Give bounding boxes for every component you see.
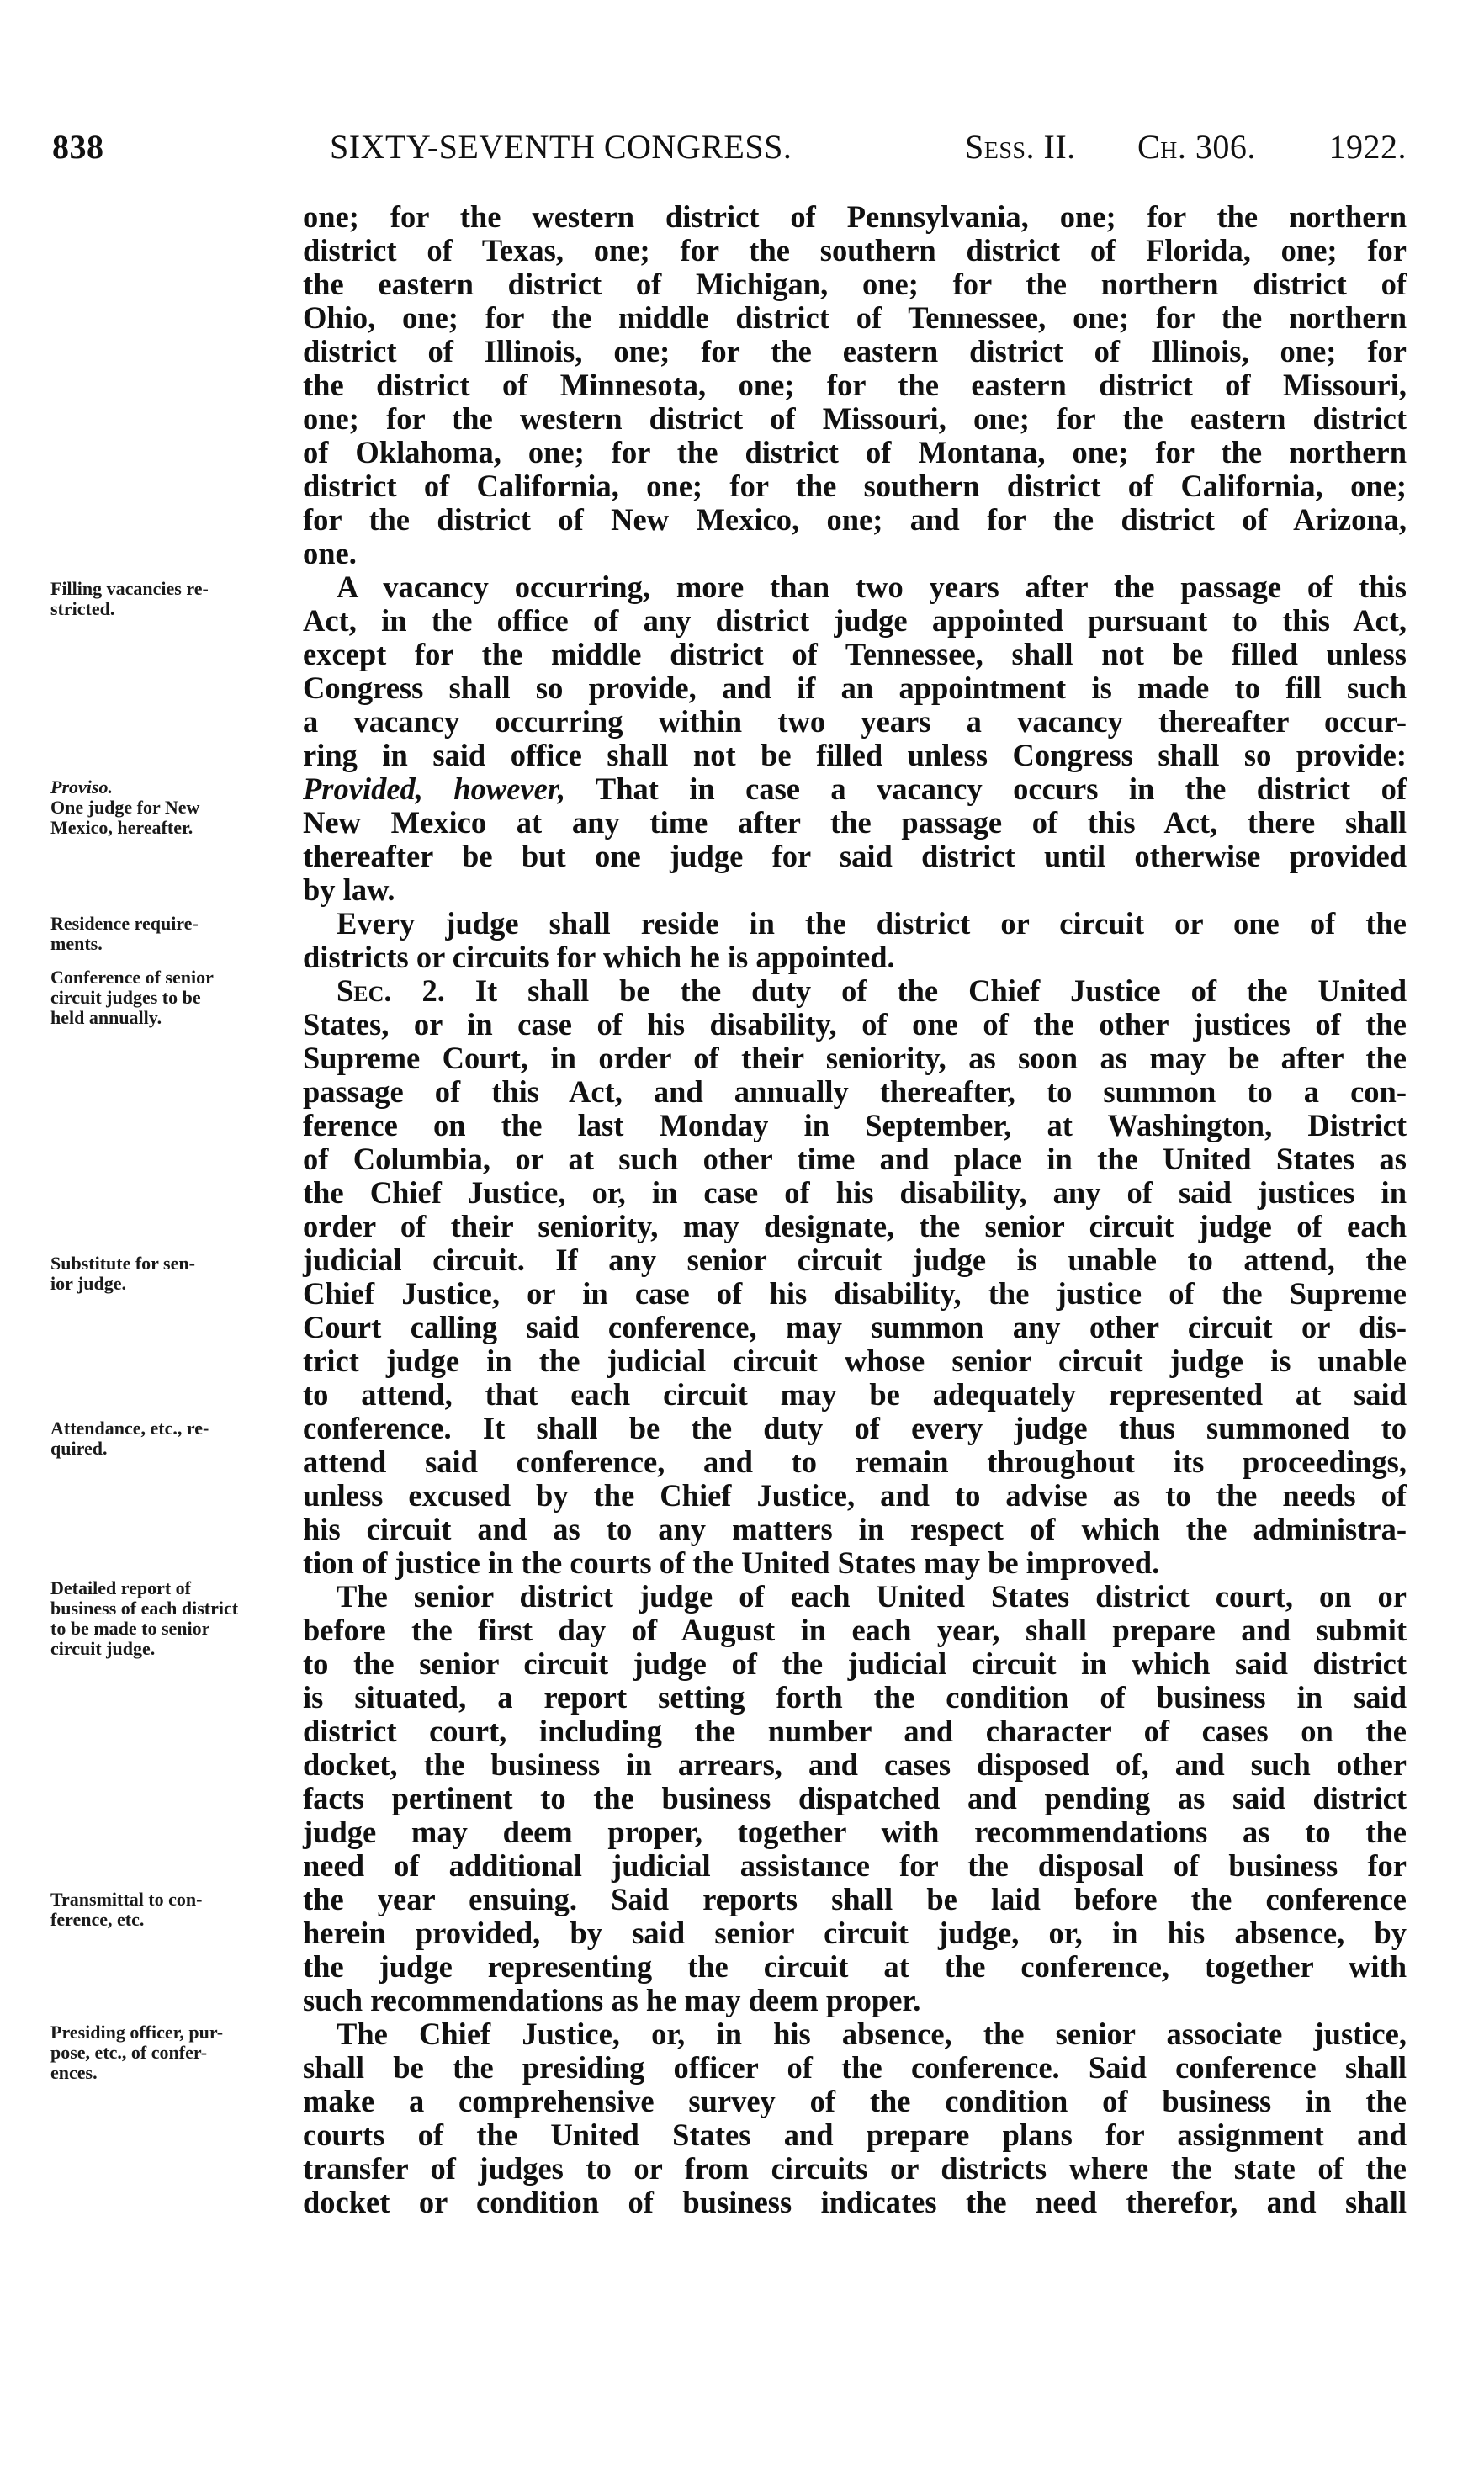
text-line: Ohio, one; for the middle district of Tennessee, one; for the northern: [303, 300, 1407, 335]
text-line: is situated, a report setting forth the condition of business in said: [303, 1680, 1407, 1715]
text-line: one; for the western district of Pennsylvania, one; for the northern: [303, 199, 1407, 234]
text-line: for the district of New Mexico, one; and for the district of Arizona,: [303, 502, 1407, 537]
margin-note-filling-vacancies: Filling vacancies re- stricted.: [50, 578, 209, 619]
text-line: by law.: [303, 872, 395, 907]
session-label: Sess. II.: [965, 128, 1076, 166]
text-line: before the first day of August in each year, shall prepare and submit: [303, 1613, 1407, 1647]
text-line: Supreme Court, in order of their seniority, as soon as may be after the: [303, 1041, 1407, 1075]
text-line: docket, the business in arrears, and cases disposed of, and such other: [303, 1747, 1407, 1782]
text-line: thereafter be but one judge for said district until otherwise provided: [303, 839, 1407, 873]
text-line: facts pertinent to the business dispatched and pending as said district: [303, 1781, 1407, 1815]
text-line: need of additional judicial assistance for the disposal of business for: [303, 1848, 1407, 1883]
text-line: the year ensuing. Said reports shall be laid before the conference: [303, 1882, 1407, 1916]
text-line: to the senior circuit judge of the judicial circuit in which said district: [303, 1646, 1407, 1681]
year-label: 1922.: [1328, 128, 1407, 166]
text-line: Sec. 2. It shall be the duty of the Chief Justice of the United: [337, 973, 1407, 1008]
text-line: The senior district judge of each United States district court, on or: [337, 1579, 1407, 1614]
text-line: district of Texas, one; for the southern district of Florida, one; for: [303, 233, 1407, 268]
text-line: his circuit and as to any matters in respect of which the administra-: [303, 1512, 1407, 1546]
margin-note-presiding: Presiding officer, pur- pose, etc., of confer- ences.: [50, 2022, 224, 2083]
text-line: herein provided, by said senior circuit judge, or, in his absence, by: [303, 1916, 1407, 1950]
text-line: district court, including the number and character of cases on the: [303, 1714, 1407, 1748]
text-line: of Columbia, or at such other time and place in the United States as: [303, 1142, 1407, 1176]
margin-note-proviso: Proviso. One judge for New Mexico, hereafter.: [50, 777, 200, 838]
text-line: of Oklahoma, one; for the district of Montana, one; for the northern: [303, 435, 1407, 469]
text-line: order of their seniority, may designate, the senior circuit judge of each: [303, 1209, 1407, 1243]
text-line: shall be the presiding officer of the conference. Said conference shall: [303, 2050, 1407, 2085]
text-line: such recommendations as he may deem proper.: [303, 1983, 921, 2017]
text-line: tion of justice in the courts of the United States may be improved.: [303, 1545, 1160, 1580]
text-line: except for the middle district of Tennessee, shall not be filled unless: [303, 637, 1407, 671]
chapter-label: Ch. 306.: [1137, 128, 1256, 166]
text-line: A vacancy occurring, more than two years after the passage of this: [337, 570, 1407, 604]
text-line: Chief Justice, or in case of his disability, the justice of the Supreme: [303, 1276, 1407, 1311]
text-line: trict judge in the judicial circuit whose senior circuit judge is unable: [303, 1344, 1407, 1378]
text-line: ring in said office shall not be filled unless Congress shall so provide:: [303, 738, 1407, 772]
margin-note-conference: Conference of senior circuit judges to be held annually.: [50, 967, 214, 1028]
text-line: attend said conference, and to remain throughout its proceedings,: [303, 1444, 1407, 1479]
text-line: one.: [303, 536, 357, 570]
text-line: the eastern district of Michigan, one; for the northern district of: [303, 267, 1407, 301]
margin-note-residence: Residence require- ments.: [50, 913, 199, 954]
page-header: [52, 126, 1407, 168]
text-line: district of California, one; for the southern district of California, one;: [303, 469, 1407, 503]
text-line: The Chief Justice, or, in his absence, the senior associate justice,: [337, 2017, 1407, 2051]
text-line: the district of Minnesota, one; for the eastern district of Missouri,: [303, 368, 1407, 402]
text-line: States, or in case of his disability, of one of the other justices of the: [303, 1007, 1407, 1042]
text-line: to attend, that each circuit may be adequately represented at said: [303, 1377, 1407, 1412]
text-line: the Chief Justice, or, in case of his disability, any of said justices in: [303, 1175, 1407, 1210]
text-line: courts of the United States and prepare plans for assignment and: [303, 2118, 1407, 2152]
text-line: one; for the western district of Missouri, one; for the eastern district: [303, 401, 1407, 436]
text-line: Congress shall so provide, and if an appointment is made to fill such: [303, 671, 1407, 705]
text-line: Court calling said conference, may summon any other circuit or dis-: [303, 1310, 1407, 1344]
text-line: ference on the last Monday in September, at Washington, District: [303, 1108, 1407, 1142]
text-line: Act, in the office of any district judge appointed pursuant to this Act,: [303, 603, 1407, 638]
text-line: district of Illinois, one; for the eastern district of Illinois, one; for: [303, 334, 1407, 368]
margin-note-attendance: Attendance, etc., re- quired.: [50, 1418, 209, 1459]
text-line: judicial circuit. If any senior circuit judge is unable to attend, the: [303, 1243, 1407, 1277]
text-line: Provided, however, That in case a vacancy occurs in the district of: [303, 771, 1407, 806]
text-line: conference. It shall be the duty of every judge thus summoned to: [303, 1411, 1407, 1445]
text-line: Every judge shall reside in the district or circuit or one of the: [337, 906, 1407, 941]
margin-note-detailed-report: Detailed report of business of each district to be made to senior circuit judge.: [50, 1577, 239, 1659]
text-line: New Mexico at any time after the passage of this Act, there shall: [303, 805, 1407, 840]
text-line: make a comprehensive survey of the condition of business in the: [303, 2084, 1407, 2118]
text-line: docket or condition of business indicates the need therefor, and shall: [303, 2185, 1407, 2219]
margin-note-transmittal: Transmittal to con- ference, etc.: [50, 1889, 203, 1930]
page-number: 838: [52, 128, 104, 166]
text-line: the judge representing the circuit at the conference, together with: [303, 1949, 1407, 1984]
text-line: passage of this Act, and annually thereafter, to summon to a con-: [303, 1074, 1407, 1109]
text-line: transfer of judges to or from circuits or districts where the state of the: [303, 2151, 1407, 2186]
text-line: judge may deem proper, together with recommendations as to the: [303, 1815, 1407, 1849]
congress-title: SIXTY-SEVENTH CONGRESS.: [330, 128, 792, 166]
text-line: districts or circuits for which he is appointed.: [303, 940, 895, 974]
margin-note-substitute: Substitute for sen- ior judge.: [50, 1253, 195, 1294]
text-line: unless excused by the Chief Justice, and to advise as to the needs of: [303, 1478, 1407, 1513]
text-line: a vacancy occurring within two years a vacancy thereafter occur-: [303, 704, 1407, 739]
